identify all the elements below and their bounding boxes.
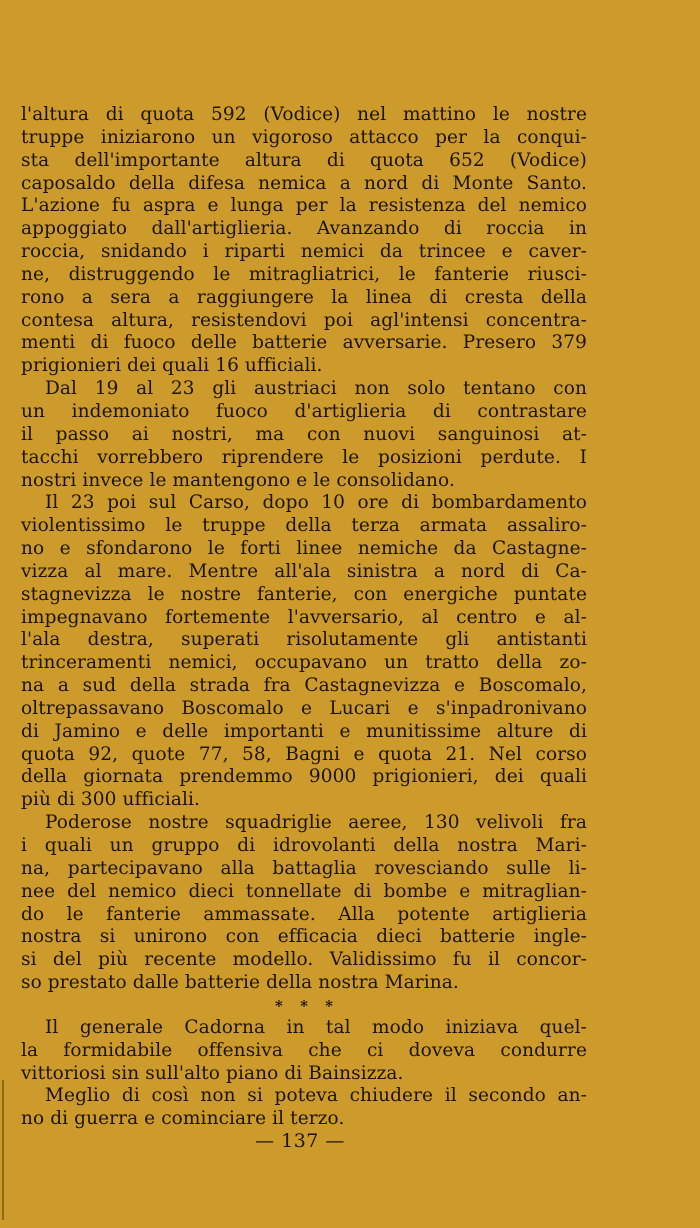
text-line: L'azione fu aspra e lunga per la resistenza del nemico xyxy=(21,195,587,217)
text-line: no di guerra e cominciare il terzo. xyxy=(21,1108,345,1130)
text-line: della giornata prendemmo 9000 prigionieri, dei quali xyxy=(21,766,587,788)
text-line: il passo ai nostri, ma con nuovi sanguinosi at- xyxy=(21,423,587,445)
text-line: vizza al mare. Mentre all'ala sinistra a nord di Ca- xyxy=(21,560,587,582)
text-line: Poderose nostre squadriglie aeree, 130 velivoli fra xyxy=(45,812,587,834)
text-line: nostri invece le mantengono e le consolidano. xyxy=(21,469,455,491)
text-line: l'ala destra, superati risolutamente gli antistanti xyxy=(21,629,587,651)
text-line: Meglio di così non si poteva chiudere il secondo an- xyxy=(45,1085,587,1107)
text-line: più di 300 ufficiali. xyxy=(21,789,201,811)
text-line: di Jamino e delle importanti e munitissime alture di xyxy=(21,720,587,742)
text-line: un indemoniato fuoco d'artiglieria di contrastare xyxy=(21,400,587,422)
text-block-closing xyxy=(21,1017,587,1131)
text-line: nostra si unirono con efficacia dieci batterie ingle- xyxy=(21,926,587,948)
text-line: truppe iniziarono un vigoroso attacco per la conqui- xyxy=(21,126,587,148)
text-line: do le fanterie ammassate. Alla potente artiglieria xyxy=(21,903,587,925)
page-body xyxy=(21,104,587,1131)
text-line: na a sud della strada fra Castagnevizza e Boscomalo, xyxy=(21,675,587,697)
text-line: so prestato dalle batterie della nostra Marina. xyxy=(21,972,459,994)
text-line: rono a sera a raggiungere la linea di cresta della xyxy=(21,286,587,308)
text-line: ne, distruggendo le mitragliatrici, le fanterie riusci- xyxy=(21,263,587,285)
text-line: stagnevizza le nostre fanterie, con energiche puntate xyxy=(21,583,587,605)
text-line: na, partecipavano alla battaglia rovesciando sulle li- xyxy=(21,857,587,879)
paragraph xyxy=(21,378,587,492)
text-line: trinceramenti nemici, occupavano un tratto della zo- xyxy=(21,652,587,674)
text-line: sta dell'importante altura di quota 652 (Vodice) xyxy=(21,149,587,171)
text-line: tacchi vorrebbero riprendere le posizioni perdute. I xyxy=(21,446,587,468)
text-line: Il generale Cadorna in tal modo iniziava quel- xyxy=(45,1016,587,1038)
text-line: oltrepassavano Boscomalo e Lucari e s'inpadronivano xyxy=(21,697,587,719)
paragraph xyxy=(21,812,587,995)
text-block-main xyxy=(21,104,587,995)
text-line: quota 92, quote 77, 58, Bagni e quota 21. Nel corso xyxy=(21,743,587,765)
paragraph xyxy=(21,1085,587,1131)
text-line: caposaldo della difesa nemica a nord di Monte Santo. xyxy=(21,172,587,194)
paragraph xyxy=(21,492,587,812)
text-line: prigionieri dei quali 16 ufficiali. xyxy=(21,355,323,377)
text-line: la formidabile offensiva che ci doveva condurre xyxy=(21,1039,587,1061)
text-line: i quali un gruppo di idrovolanti della nostra Mari- xyxy=(21,835,587,856)
text-line: vittoriosi sin sull'alto piano di Bainsizza. xyxy=(21,1062,404,1084)
text-line: impegnavano fortemente l'avversario, al centro e al- xyxy=(21,606,587,628)
paragraph xyxy=(21,104,587,378)
text-line: roccia, snidando i riparti nemici da trincee e caver- xyxy=(21,241,587,263)
section-separator: * * * xyxy=(275,996,339,1015)
text-line: l'altura di quota 592 (Vodice) nel mattino le nostre xyxy=(21,104,587,125)
text-line: no e sfondarono le forti linee nemiche da Castagne- xyxy=(21,538,587,560)
text-line: violentissimo le truppe della terza armata assaliro- xyxy=(21,515,587,537)
text-line: menti di fuoco delle batterie avversarie. Presero 379 xyxy=(21,332,587,354)
text-line: nee del nemico dieci tonnellate di bombe e mitraglian- xyxy=(21,880,587,902)
text-line: appoggiato dall'artiglieria. Avanzando di roccia in xyxy=(21,218,587,240)
text-line: si del più recente modello. Validissimo fu il concor- xyxy=(21,949,587,971)
page-number: — 137 — xyxy=(255,1130,345,1152)
page-edge-mark xyxy=(2,1080,4,1220)
text-line: Il 23 poi sul Carso, dopo 10 ore di bombardamento xyxy=(45,492,587,514)
text-line: contesa altura, resistendovi poi agl'intensi concentra- xyxy=(21,309,587,331)
paragraph xyxy=(21,1017,587,1086)
text-line: Dal 19 al 23 gli austriaci non solo tentano con xyxy=(45,378,587,400)
